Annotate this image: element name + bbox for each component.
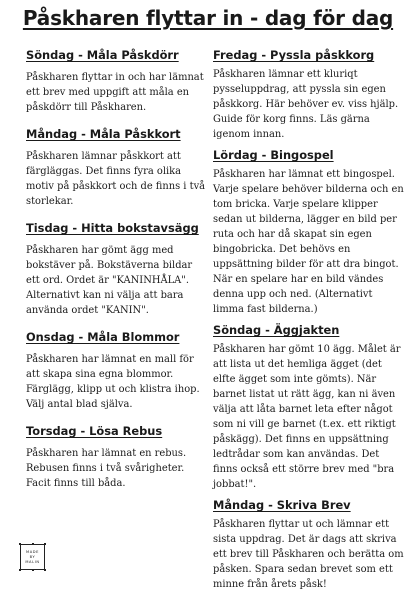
section-heading: Onsdag - Måla Blommor [26, 330, 180, 344]
right-column [213, 48, 405, 598]
left-column [26, 48, 206, 503]
page-title: Påskharen flyttar in - dag för dag [22, 6, 394, 30]
section-heading: Söndag - Måla Påskdörr [26, 48, 179, 62]
section-text: Påskharen har lämnat ett bingospel. Varje spelare behöver bilderna och en tom bricka. Varje spelare klipper sedan ut bilderna, lägger en bild per ruta och har då skapat sin egen bingobricka. Det behövs en uppsättning bilder för att dra bingot. När en spelare har en bild vändes denna upp och ned. (Alternativt limma fast bilderna.) [213, 169, 404, 315]
logo-corner-mark [19, 543, 21, 545]
section-heading: Tisdag - Hitta bokstavsägg [26, 221, 199, 235]
section-heading: Torsdag - Lösa Rebus [26, 424, 163, 438]
day-section-monday-2 [213, 498, 405, 592]
day-section-thursday [26, 424, 206, 491]
section-text: Påskharen har lämnat en rebus. Rebusen finns i två svårigheter. Facit finns till båda. [26, 448, 187, 489]
section-heading: Måndag - Skriva Brev [213, 498, 351, 512]
section-text: Påskharen flyttar in och har lämnat ett brev med uppgift att måla en påskdörr till Påskharen. [26, 72, 204, 113]
section-text: Påskharen har gömt 10 ägg. Målet är att lista ut det hemliga ägget (det elfte ägget som inte gömts). När barnet listat ut rätt ägg, kan ni även välja att låta barnet leta efter något som ni vill ge barnet (t.ex. ett riktigt påskägg). Det finns en uppsättning ledtrådar som kan användas. Det finns också ett större brev med "bra jobbat!". [213, 344, 401, 490]
day-section-wednesday [26, 330, 206, 412]
section-text: Påskharen lämnar ett kluriqt pysseluppdrag, att pyssla sin egen påskkorg. Här behöver ev. viss hjälp. Guide för korg finns. Läs gärna igenom innan. [213, 69, 399, 140]
logo-corner-mark [19, 569, 21, 571]
logo-text-line: MADE [26, 549, 39, 554]
day-section-sunday-2 [213, 323, 405, 492]
day-section-friday [213, 48, 405, 142]
section-text: Påskharen flyttar ut och lämnar ett sista uppdrag. Det är dags att skriva ett brev till Påskharen och berätta om påsken. Spara sedan brevet som ett minne från årets påsk! [213, 519, 404, 590]
logo-corner-mark [32, 543, 34, 545]
logo-text-line: MALIN [25, 559, 40, 564]
section-text: Påskharen har gömt ägg med bokstäver på. Bokstäverna bildar ett ord. Ordet är "KANINHÅLA". Alternativt kan ni välja att bara använda ordet "KANIN". [26, 245, 193, 316]
logo-corner-mark [44, 569, 46, 571]
logo-corner-mark [44, 543, 46, 545]
logo-corner-mark [32, 569, 34, 571]
section-heading: Söndag - Äggjakten [213, 323, 340, 337]
day-section-tuesday [26, 221, 206, 318]
section-heading: Lördag - Bingospel [213, 148, 334, 162]
section-text: Påskharen lämnar påskkort att färgläggas. Det finns fyra olika motiv på påskkort och de finns i två storlekar. [26, 151, 206, 207]
section-heading: Måndag - Måla Påskkort [26, 127, 181, 141]
section-text: Påskharen har lämnat en mall för att skapa sina egna blommor. Färglägg, klipp ut och klistra ihop. Välj antal blad själva. [26, 354, 200, 410]
made-by-malin-logo [20, 544, 45, 570]
day-section-monday [26, 127, 206, 209]
section-heading: Fredag - Pyssla påskkorg [213, 48, 375, 62]
day-section-saturday [213, 148, 405, 317]
day-section-sunday [26, 48, 206, 115]
logo-text-line: BY [29, 554, 36, 559]
